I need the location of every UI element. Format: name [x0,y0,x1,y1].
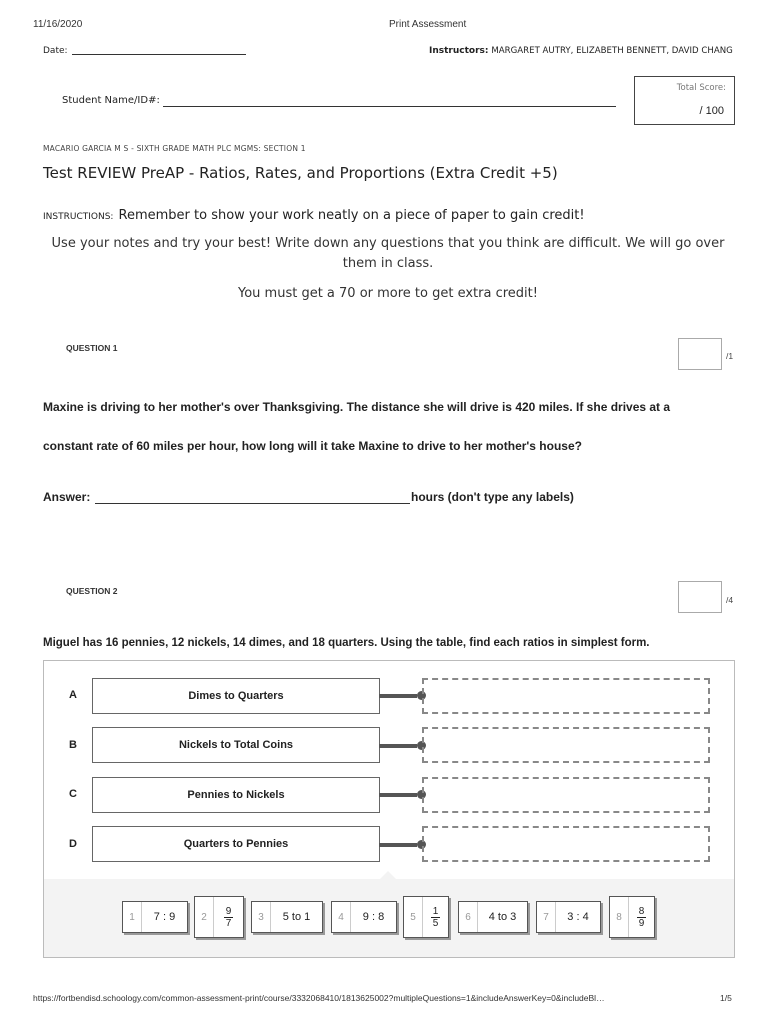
choice-value: 7 : 9 [153,911,176,923]
drop-zone-a[interactable] [422,678,710,714]
choice-8[interactable] [609,896,655,938]
choice-number: 5 [404,897,423,937]
choice-number: 3 [252,902,271,932]
total-score-box [634,76,735,125]
instructions-text: Remember to show your work neatly on a piece of paper to gain credit! [118,208,585,223]
answer-field[interactable] [95,503,410,504]
choice-value: 5 to 1 [282,911,311,923]
page-number: 1/5 [720,993,732,1003]
total-score-label: Total Score: [676,83,726,93]
drop-zone-d[interactable] [422,826,710,862]
footer-url: https://fortbendisd.schoology.com/common-assessment-print/course/3332068410/1813625002?multipleQuestions=1&includeAnswerKey=0&includeBl… [33,993,605,1003]
date-label: Date: [43,46,68,56]
choice-value: 4 to 3 [488,911,517,923]
prompt-b: Nickels to Total Coins [92,727,380,763]
instructors-names: MARGARET AUTRY, ELIZABETH BENNETT, DAVID CHANG [491,46,733,56]
question-1-text-line-2: constant rate of 60 miles per hour, how long will it take Maxine to drive to her mother's house? [43,439,582,453]
choice-value: 9 : 8 [362,911,385,923]
denominator: 9 [638,917,645,929]
answer-suffix: hours (don't type any labels) [411,490,574,504]
instructions-note [43,234,733,304]
question-1-text-line-1: Maxine is driving to her mother's over Thanksgiving. The distance she will drive is 420 miles. If she drives at a [43,400,671,414]
question-2-label: QUESTION 2 [66,586,118,596]
connector-a[interactable] [379,691,426,700]
matching-table [43,660,735,958]
choice-number: 2 [195,897,214,937]
fraction [431,906,441,929]
denominator: 5 [432,917,439,929]
note-bold: You must get a 70 or more to get extra credit! [238,286,538,301]
instructors-label: Instructors: [429,46,489,56]
row-letter-c: C [69,788,77,800]
note-line-1: Use your notes and try your best! Write down any questions that you think are difficult. We will go over [51,236,725,251]
print-date: 11/16/2020 [33,19,83,30]
note-line-2: them in class. [342,256,434,271]
choice-number: 6 [459,902,478,932]
prompt-d: Quarters to Pennies [92,826,380,862]
choice-number: 8 [610,897,629,937]
drop-zone-c[interactable] [422,777,710,813]
instructions-label: INSTRUCTIONS: [43,212,114,222]
choice-4[interactable] [331,901,397,933]
choice-6[interactable] [458,901,528,933]
row-letter-d: D [69,838,77,850]
choice-value: 3 : 4 [567,911,589,923]
choice-number: 7 [537,902,556,932]
print-title: Print Assessment [389,19,467,30]
numerator: 8 [638,905,645,917]
date-field[interactable] [72,54,246,55]
question-2-text: Miguel has 16 pennies, 12 nickels, 14 dimes, and 18 quarters. Using the table, find each ratios in simplest form. [43,637,650,649]
breadcrumb: MACARIO GARCIA M S - SIXTH GRADE MATH PLC MGMS: SECTION 1 [43,144,306,153]
row-letter-b: B [69,739,77,751]
question-1-score-box[interactable] [678,338,722,370]
question-2-score-box[interactable] [678,581,722,613]
connector-b[interactable] [379,741,426,750]
question-1-points: /1 [726,351,734,361]
fraction [637,906,647,929]
choice-number: 1 [123,902,142,932]
choice-2[interactable] [194,896,244,938]
student-name-field[interactable] [163,106,616,107]
prompt-a: Dimes to Quarters [92,678,380,714]
choice-5[interactable] [403,896,449,938]
row-letter-a: A [69,689,77,701]
question-2-points: /4 [726,595,734,605]
prompt-c: Pennies to Nickels [92,777,380,813]
instructions-line [43,204,585,223]
student-name-label: Student Name/ID#: [62,95,160,106]
question-1-label: QUESTION 1 [66,343,118,353]
fraction [224,906,234,929]
choice-3[interactable] [251,901,323,933]
page-title: Test REVIEW PreAP - Ratios, Rates, and Proportions (Extra Credit +5) [43,164,558,182]
connector-c[interactable] [379,790,426,799]
choice-7[interactable] [536,901,601,933]
bank-pointer [380,871,396,879]
connector-d[interactable] [379,840,426,849]
choice-number: 4 [332,902,351,932]
answer-bank [44,879,734,957]
drop-zone-b[interactable] [422,727,710,763]
numerator: 1 [432,905,439,917]
choice-1[interactable] [122,901,188,933]
answer-label: Answer: [43,490,91,504]
numerator: 9 [225,905,232,917]
total-score-value: / 100 [699,105,724,117]
denominator: 7 [225,917,232,929]
instructors-line [429,46,733,56]
